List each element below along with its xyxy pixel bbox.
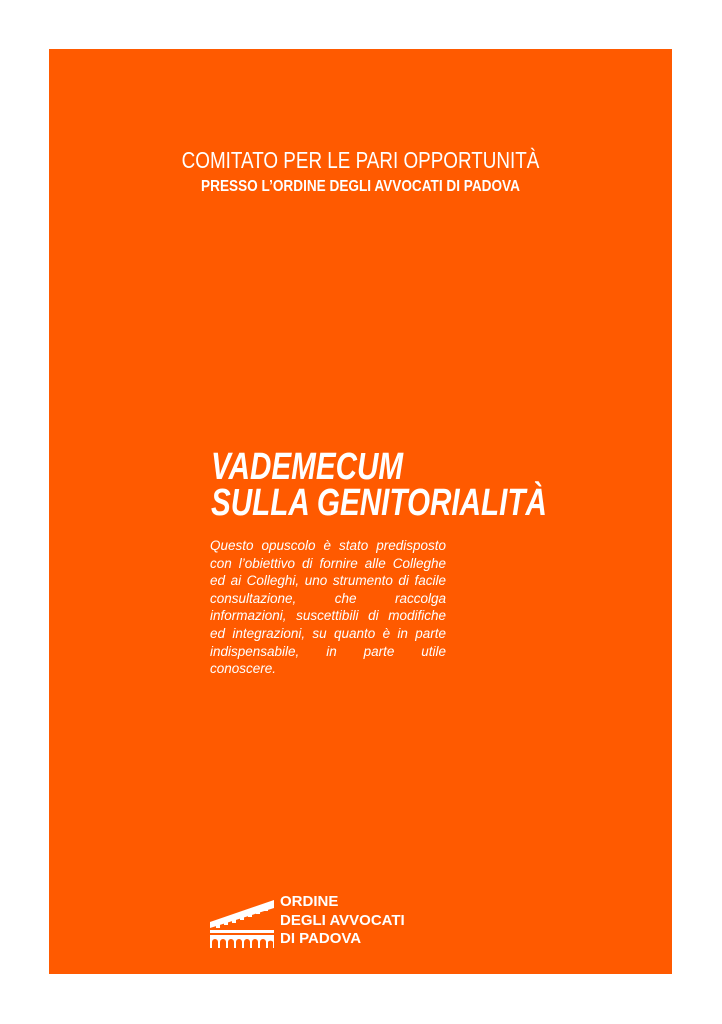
title-line-1: VADEMECUM xyxy=(211,446,404,488)
palazzo-arcade-icon xyxy=(208,894,276,949)
committee-subtitle: PRESSO L’ORDINE DEGLI AVVOCATI DI PADOVA xyxy=(201,178,520,195)
logo-line-2: DEGLI AVVOCATI xyxy=(280,911,405,929)
title-line-2: SULLA GENITORIALITÀ xyxy=(211,482,547,524)
description-paragraph: Questo opuscolo è stato predisposto con l’obiettivo di fornire alle Colleghe ed ai Colleghi, uno strumento di facile consultazione, che raccolga informazioni, suscettibili di modifiche ed integrazioni, su quanto è in parte indispensabile, in parte utile conoscere. xyxy=(210,538,446,677)
committee-header xyxy=(49,147,672,196)
logo-line-1: ORDINE xyxy=(280,893,339,910)
document-title xyxy=(211,446,547,524)
logo-line-3: DI PADOVA xyxy=(280,930,362,947)
bar-association-logo xyxy=(208,894,428,954)
logo-wordmark xyxy=(280,893,405,949)
cover-page xyxy=(49,49,672,974)
committee-title: COMITATO PER LE PARI OPPORTUNITÀ xyxy=(181,147,540,173)
